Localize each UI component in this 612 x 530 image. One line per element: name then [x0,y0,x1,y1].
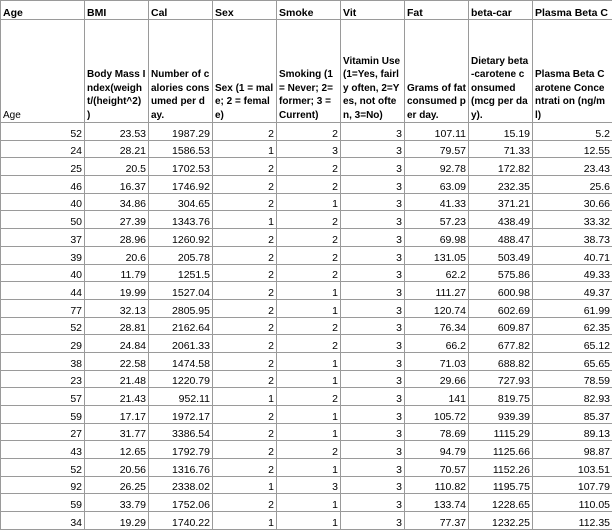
cell-vit[interactable]: 3 [341,317,405,335]
cell-sex[interactable]: 2 [213,335,277,353]
cell-smoke[interactable]: 1 [277,282,341,300]
cell-beta-car[interactable]: 438.49 [469,211,533,229]
cell-vit[interactable]: 3 [341,211,405,229]
cell-smoke[interactable]: 1 [277,352,341,370]
cell-age[interactable]: 29 [1,335,85,353]
cell-plasma-beta[interactable]: 49.37 [533,282,612,300]
cell-bmi[interactable]: 20.56 [85,459,149,477]
table-row [1,299,612,317]
cell-vit[interactable]: 3 [341,335,405,353]
cell-smoke[interactable]: 2 [277,264,341,282]
cell-vit[interactable]: 3 [341,476,405,494]
cell-bmi[interactable]: 28.96 [85,229,149,247]
cell-sex[interactable]: 2 [213,459,277,477]
cell-sex[interactable]: 1 [213,512,277,530]
header-row [1,1,612,20]
cell-age[interactable]: 92 [1,476,85,494]
description-cell-smoke[interactable]: Smoking (1 = Never; 2= former; 3 = Current) [277,20,341,123]
table-row [1,335,612,353]
cell-bmi[interactable]: 27.39 [85,211,149,229]
cell-cal[interactable]: 1746.92 [149,176,213,194]
cell-fat[interactable]: 62.2 [405,264,469,282]
cell-sex[interactable]: 2 [213,406,277,424]
cell-sex[interactable]: 2 [213,317,277,335]
cell-vit[interactable]: 3 [341,388,405,406]
cell-vit[interactable]: 3 [341,123,405,141]
cell-smoke[interactable]: 1 [277,494,341,512]
cell-vit[interactable]: 3 [341,193,405,211]
cell-plasma-beta[interactable]: 110.05 [533,494,612,512]
table-row [1,494,612,512]
cell-beta-car[interactable]: 1228.65 [469,494,533,512]
cell-cal[interactable]: 1752.06 [149,494,213,512]
cell-beta-car[interactable]: 1232.25 [469,512,533,530]
cell-vit[interactable]: 3 [341,264,405,282]
cell-fat[interactable]: 120.74 [405,299,469,317]
header-cell-bmi[interactable]: BMI [85,1,149,20]
header-cell-age[interactable]: Age [1,1,85,20]
cell-bmi[interactable]: 23.53 [85,123,149,141]
cell-bmi[interactable]: 33.79 [85,494,149,512]
cell-smoke[interactable]: 2 [277,246,341,264]
cell-fat[interactable]: 77.37 [405,512,469,530]
cell-plasma-beta[interactable]: 38.73 [533,229,612,247]
cell-smoke[interactable]: 2 [277,441,341,459]
cell-fat[interactable]: 111.27 [405,282,469,300]
cell-plasma-beta[interactable]: 25.6 [533,176,612,194]
cell-fat[interactable]: 107.11 [405,123,469,141]
table-row [1,441,612,459]
cell-age[interactable]: 27 [1,423,85,441]
table-row [1,264,612,282]
cell-sex[interactable]: 2 [213,352,277,370]
cell-beta-car[interactable]: 1115.29 [469,423,533,441]
cell-vit[interactable]: 3 [341,512,405,530]
cell-age[interactable]: 37 [1,229,85,247]
cell-vit[interactable]: 3 [341,441,405,459]
cell-fat[interactable]: 131.05 [405,246,469,264]
description-cell-fat[interactable]: Grams of fat consumed per day. [405,20,469,123]
cell-smoke[interactable]: 1 [277,459,341,477]
cell-vit[interactable]: 3 [341,406,405,424]
cell-sex[interactable]: 2 [213,229,277,247]
cell-age[interactable]: 25 [1,158,85,176]
cell-beta-car[interactable]: 71.33 [469,140,533,158]
cell-beta-car[interactable]: 1195.75 [469,476,533,494]
cell-smoke[interactable]: 2 [277,335,341,353]
cell-plasma-beta[interactable]: 49.33 [533,264,612,282]
cell-age[interactable]: 44 [1,282,85,300]
cell-cal[interactable]: 3386.54 [149,423,213,441]
table-row [1,229,612,247]
cell-plasma-beta[interactable]: 98.87 [533,441,612,459]
cell-cal[interactable]: 2061.33 [149,335,213,353]
cell-bmi[interactable]: 34.86 [85,193,149,211]
description-cell-beta-car[interactable]: Dietary beta-carotene consumed (mcg per day). [469,20,533,123]
cell-plasma-beta[interactable]: 23.43 [533,158,612,176]
table-row [1,246,612,264]
description-cell-vit[interactable]: Vitamin Use (1=Yes, fairly often, 2=Yes, not often, 3=No) [341,20,405,123]
cell-plasma-beta[interactable]: 5.2 [533,123,612,141]
cell-age[interactable]: 24 [1,140,85,158]
table-row [1,282,612,300]
header-cell-vit[interactable]: Vit [341,1,405,20]
cell-fat[interactable]: 78.69 [405,423,469,441]
table-row [1,352,612,370]
cell-cal[interactable]: 1260.92 [149,229,213,247]
cell-vit[interactable]: 3 [341,229,405,247]
cell-smoke[interactable]: 1 [277,370,341,388]
cell-smoke[interactable]: 1 [277,423,341,441]
cell-fat[interactable]: 63.09 [405,176,469,194]
cell-smoke[interactable]: 2 [277,176,341,194]
cell-fat[interactable]: 94.79 [405,441,469,459]
table-row [1,459,612,477]
cell-cal[interactable]: 1251.5 [149,264,213,282]
table-row [1,512,612,530]
cell-bmi[interactable]: 12.65 [85,441,149,459]
cell-age[interactable]: 50 [1,211,85,229]
description-cell-sex[interactable]: Sex (1 = male; 2 = female) [213,20,277,123]
table-row [1,158,612,176]
cell-sex[interactable]: 1 [213,388,277,406]
cell-age[interactable]: 77 [1,299,85,317]
cell-sex[interactable]: 2 [213,441,277,459]
cell-fat[interactable]: 41.33 [405,193,469,211]
cell-smoke[interactable]: 2 [277,123,341,141]
cell-sex[interactable]: 2 [213,423,277,441]
cell-plasma-beta[interactable]: 12.55 [533,140,612,158]
cell-cal[interactable]: 952.11 [149,388,213,406]
cell-cal[interactable]: 1740.22 [149,512,213,530]
table-row [1,140,612,158]
cell-cal[interactable]: 205.78 [149,246,213,264]
cell-vit[interactable]: 3 [341,352,405,370]
cell-vit[interactable]: 3 [341,282,405,300]
cell-plasma-beta[interactable]: 78.59 [533,370,612,388]
cell-age[interactable]: 23 [1,370,85,388]
cell-cal[interactable]: 1792.79 [149,441,213,459]
cell-beta-car[interactable]: 232.35 [469,176,533,194]
cell-fat[interactable]: 69.98 [405,229,469,247]
cell-age[interactable]: 52 [1,317,85,335]
cell-beta-car[interactable]: 609.87 [469,317,533,335]
cell-plasma-beta[interactable]: 65.65 [533,352,612,370]
cell-plasma-beta[interactable]: 82.93 [533,388,612,406]
cell-bmi[interactable]: 19.29 [85,512,149,530]
cell-beta-car[interactable]: 677.82 [469,335,533,353]
cell-age[interactable]: 46 [1,176,85,194]
cell-beta-car[interactable]: 602.69 [469,299,533,317]
cell-plasma-beta[interactable]: 89.13 [533,423,612,441]
cell-plasma-beta[interactable]: 112.35 [533,512,612,530]
cell-age[interactable]: 40 [1,264,85,282]
cell-bmi[interactable]: 20.6 [85,246,149,264]
cell-age[interactable]: 38 [1,352,85,370]
cell-bmi[interactable]: 31.77 [85,423,149,441]
cell-smoke[interactable]: 2 [277,317,341,335]
cell-beta-car[interactable]: 819.75 [469,388,533,406]
cell-plasma-beta[interactable]: 40.71 [533,246,612,264]
description-cell-age[interactable]: Age [1,20,85,123]
cell-sex[interactable]: 2 [213,176,277,194]
cell-cal[interactable]: 1474.58 [149,352,213,370]
cell-plasma-beta[interactable]: 103.51 [533,459,612,477]
cell-bmi[interactable]: 21.48 [85,370,149,388]
cell-plasma-beta[interactable]: 62.35 [533,317,612,335]
cell-smoke[interactable]: 2 [277,211,341,229]
cell-vit[interactable]: 3 [341,459,405,477]
cell-beta-car[interactable]: 503.49 [469,246,533,264]
cell-bmi[interactable]: 28.81 [85,317,149,335]
header-cell-plasma-beta[interactable]: Plasma Beta C [533,1,612,20]
cell-sex[interactable]: 2 [213,264,277,282]
cell-age[interactable]: 57 [1,388,85,406]
cell-fat[interactable]: 92.78 [405,158,469,176]
cell-vit[interactable]: 3 [341,494,405,512]
cell-bmi[interactable]: 20.5 [85,158,149,176]
cell-beta-car[interactable]: 371.21 [469,193,533,211]
cell-vit[interactable]: 3 [341,370,405,388]
cell-beta-car[interactable]: 488.47 [469,229,533,247]
cell-smoke[interactable]: 3 [277,140,341,158]
cell-fat[interactable]: 110.82 [405,476,469,494]
cell-vit[interactable]: 3 [341,140,405,158]
cell-vit[interactable]: 3 [341,176,405,194]
cell-cal[interactable]: 1527.04 [149,282,213,300]
cell-beta-car[interactable]: 688.82 [469,352,533,370]
cell-beta-car[interactable]: 600.98 [469,282,533,300]
cell-beta-car[interactable]: 172.82 [469,158,533,176]
cell-bmi[interactable]: 17.17 [85,406,149,424]
cell-cal[interactable]: 1987.29 [149,123,213,141]
cell-plasma-beta[interactable]: 30.66 [533,193,612,211]
cell-fat[interactable]: 76.34 [405,317,469,335]
cell-vit[interactable]: 3 [341,158,405,176]
cell-fat[interactable]: 71.03 [405,352,469,370]
table-row [1,476,612,494]
cell-fat[interactable]: 79.57 [405,140,469,158]
cell-smoke[interactable]: 2 [277,229,341,247]
header-cell-cal[interactable]: Cal [149,1,213,20]
cell-smoke[interactable]: 1 [277,299,341,317]
description-cell-bmi[interactable]: Body Mass Index(weigh t/(height^2) ) [85,20,149,123]
cell-plasma-beta[interactable]: 65.12 [533,335,612,353]
cell-bmi[interactable]: 21.43 [85,388,149,406]
table-row [1,193,612,211]
cell-beta-car[interactable]: 727.93 [469,370,533,388]
cell-sex[interactable]: 1 [213,211,277,229]
table-row [1,317,612,335]
cell-plasma-beta[interactable]: 85.37 [533,406,612,424]
description-cell-plasma-beta[interactable]: Plasma Beta Carotene Concentrati on (ng/ml) [533,20,612,123]
cell-sex[interactable]: 2 [213,282,277,300]
cell-vit[interactable]: 3 [341,423,405,441]
cell-cal[interactable]: 2805.95 [149,299,213,317]
cell-age[interactable]: 43 [1,441,85,459]
cell-fat[interactable]: 70.57 [405,459,469,477]
cell-smoke[interactable]: 3 [277,476,341,494]
cell-age[interactable]: 59 [1,406,85,424]
cell-cal[interactable]: 2338.02 [149,476,213,494]
cell-cal[interactable]: 1316.76 [149,459,213,477]
header-cell-smoke[interactable]: Smoke [277,1,341,20]
cell-age[interactable]: 40 [1,193,85,211]
cell-beta-car[interactable]: 15.19 [469,123,533,141]
cell-age[interactable]: 34 [1,512,85,530]
table-row [1,123,612,141]
cell-bmi[interactable]: 28.21 [85,140,149,158]
description-cell-cal[interactable]: Number of calories consumed per day. [149,20,213,123]
cell-age[interactable]: 39 [1,246,85,264]
cell-bmi[interactable]: 24.84 [85,335,149,353]
cell-bmi[interactable]: 22.58 [85,352,149,370]
cell-cal[interactable]: 2162.64 [149,317,213,335]
cell-bmi[interactable]: 11.79 [85,264,149,282]
header-cell-sex[interactable]: Sex [213,1,277,20]
cell-age[interactable]: 52 [1,459,85,477]
cell-age[interactable]: 52 [1,123,85,141]
cell-bmi[interactable]: 16.37 [85,176,149,194]
cell-sex[interactable]: 2 [213,123,277,141]
table-row [1,406,612,424]
cell-vit[interactable]: 3 [341,299,405,317]
cell-plasma-beta[interactable]: 33.32 [533,211,612,229]
cell-cal[interactable]: 1220.79 [149,370,213,388]
cell-fat[interactable]: 66.2 [405,335,469,353]
description-row [1,20,612,123]
cell-fat[interactable]: 29.66 [405,370,469,388]
cell-cal[interactable]: 304.65 [149,193,213,211]
cell-beta-car[interactable]: 1125.66 [469,441,533,459]
cell-beta-car[interactable]: 575.86 [469,264,533,282]
cell-sex[interactable]: 2 [213,193,277,211]
cell-smoke[interactable]: 1 [277,406,341,424]
cell-sex[interactable]: 2 [213,299,277,317]
cell-bmi[interactable]: 19.99 [85,282,149,300]
cell-cal[interactable]: 1586.53 [149,140,213,158]
cell-sex[interactable]: 1 [213,140,277,158]
cell-cal[interactable]: 1343.76 [149,211,213,229]
cell-sex[interactable]: 1 [213,476,277,494]
table-row [1,211,612,229]
cell-smoke[interactable]: 1 [277,512,341,530]
cell-beta-car[interactable]: 939.39 [469,406,533,424]
cell-sex[interactable]: 2 [213,494,277,512]
cell-sex[interactable]: 2 [213,246,277,264]
cell-bmi[interactable]: 26.25 [85,476,149,494]
cell-bmi[interactable]: 32.13 [85,299,149,317]
cell-sex[interactable]: 2 [213,370,277,388]
table-row [1,423,612,441]
header-cell-fat[interactable]: Fat [405,1,469,20]
cell-fat[interactable]: 133.74 [405,494,469,512]
cell-age[interactable]: 59 [1,494,85,512]
cell-sex[interactable]: 2 [213,158,277,176]
cell-fat[interactable]: 105.72 [405,406,469,424]
table-row [1,370,612,388]
cell-plasma-beta[interactable]: 61.99 [533,299,612,317]
cell-vit[interactable]: 3 [341,246,405,264]
cell-smoke[interactable]: 2 [277,388,341,406]
cell-beta-car[interactable]: 1152.26 [469,459,533,477]
cell-smoke[interactable]: 1 [277,193,341,211]
table-row [1,388,612,406]
cell-smoke[interactable]: 2 [277,158,341,176]
table-row [1,176,612,194]
header-cell-beta-car[interactable]: beta-car [469,1,533,20]
cell-cal[interactable]: 1702.53 [149,158,213,176]
cell-fat[interactable]: 57.23 [405,211,469,229]
cell-cal[interactable]: 1972.17 [149,406,213,424]
cell-plasma-beta[interactable]: 107.79 [533,476,612,494]
cell-fat[interactable]: 141 [405,388,469,406]
